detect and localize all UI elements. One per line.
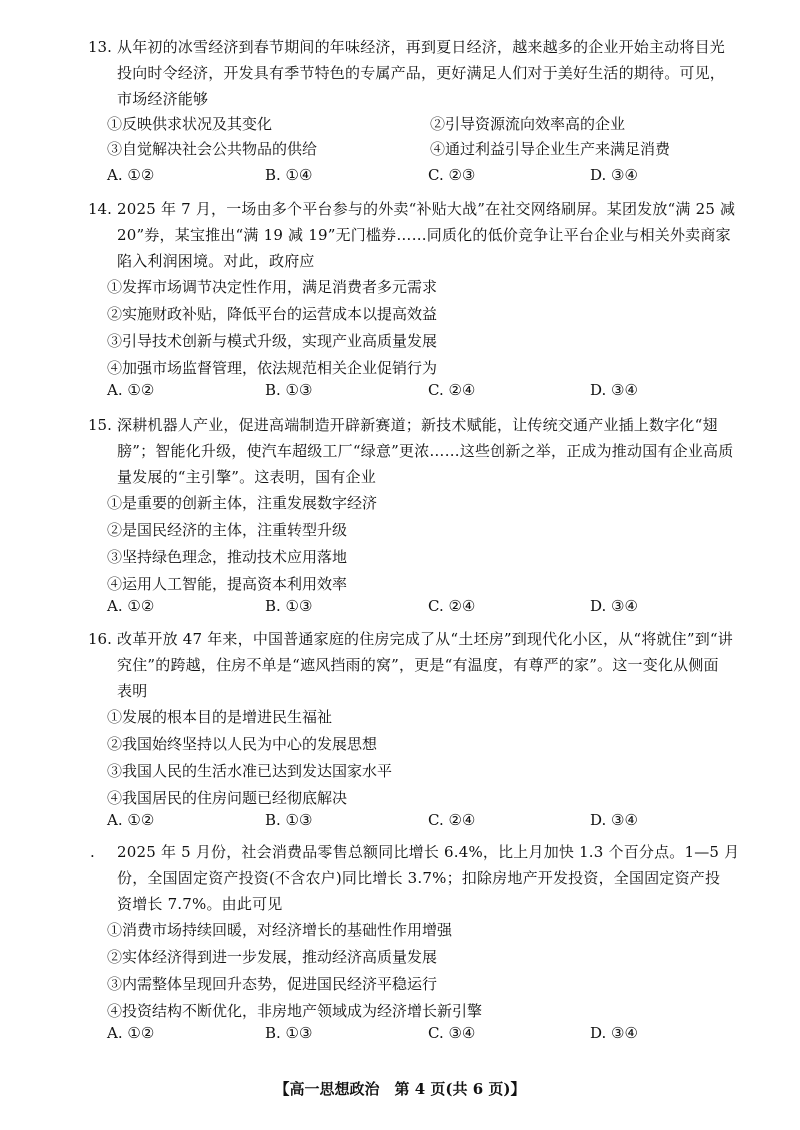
answer-choice-c[interactable]: C. ②④ — [428, 811, 476, 829]
answer-choice-a[interactable]: A. ①② — [107, 381, 155, 399]
statement-option: ④运用人工智能，提高资本利用效率 — [107, 575, 348, 593]
question-stem-line: 量发展的“主引擎”。这表明，国有企业 — [117, 468, 376, 486]
answer-choice-c[interactable]: C. ③④ — [428, 1024, 476, 1042]
question-number: . — [90, 843, 95, 861]
question-stem-line: 份，全国固定资产投资(不含农户)同比增长 3.7%；扣除房地产开发投资，全国固定资产投 — [117, 869, 721, 887]
question-number: 15. — [88, 416, 112, 434]
question-stem-line: 深耕机器人产业，促进高端制造开辟新赛道；新技术赋能，让传统交通产业插上数字化“翅 — [117, 416, 718, 434]
statement-option: ②实体经济得到进一步发展，推动经济高质量发展 — [107, 948, 438, 966]
question-stem-line: 市场经济能够 — [117, 90, 209, 108]
statement-option: ①发挥市场调节决定性作用，满足消费者多元需求 — [107, 278, 438, 296]
answer-choice-a[interactable]: A. ①② — [107, 597, 155, 615]
answer-choice-c[interactable]: C. ②④ — [428, 597, 476, 615]
statement-option: ③自觉解决社会公共物品的供给 — [107, 140, 318, 158]
answer-choice-d[interactable]: D. ③④ — [590, 1024, 638, 1042]
question-stem-line: 膀”；智能化升级，使汽车超级工厂“绿意”更浓……这些创新之举，正成为推动国有企业高质 — [117, 442, 734, 460]
question-stem-line: 资增长 7.7%。由此可见 — [117, 895, 283, 913]
answer-choice-b[interactable]: B. ①③ — [265, 811, 313, 829]
answer-choice-a[interactable]: A. ①② — [107, 166, 155, 184]
statement-option: ④我国居民的住房问题已经彻底解决 — [107, 789, 348, 807]
question-stem-line: 2025 年 5 月份，社会消费品零售总额同比增长 6.4%，比上月加快 1.3 个百分点。1—5 月 — [117, 843, 740, 861]
statement-option: ②我国始终坚持以人民为中心的发展思想 — [107, 735, 378, 753]
answer-choice-b[interactable]: B. ①③ — [265, 381, 313, 399]
answer-choice-b[interactable]: B. ①④ — [265, 166, 313, 184]
answer-choice-d[interactable]: D. ③④ — [590, 597, 638, 615]
question-stem-line: 表明 — [117, 682, 148, 700]
question-number: 16. — [88, 630, 112, 648]
question-stem-line: 投向时令经济，开发具有季节特色的专属产品，更好满足人们对于美好生活的期待。可见， — [117, 64, 726, 82]
statement-option: ③引导技术创新与模式升级，实现产业高质量发展 — [107, 332, 438, 350]
answer-choice-c[interactable]: C. ②④ — [428, 381, 476, 399]
statement-option: ③内需整体呈现回升态势，促进国民经济平稳运行 — [107, 975, 438, 993]
statement-option: ④加强市场监督管理，依法规范相关企业促销行为 — [107, 359, 438, 377]
statement-option: ④通过利益引导企业生产来满足消费 — [430, 140, 671, 158]
question-number: 14. — [88, 200, 112, 218]
question-number: 13. — [88, 38, 112, 56]
question-stem-line: 从年初的冰雪经济到春节期间的年味经济，再到夏日经济，越来越多的企业开始主动将目光 — [117, 38, 726, 56]
answer-choice-b[interactable]: B. ①③ — [265, 597, 313, 615]
answer-choice-d[interactable]: D. ③④ — [590, 166, 638, 184]
statement-option: ③我国人民的生活水准已达到发达国家水平 — [107, 762, 393, 780]
statement-option: ①消费市场持续回暖，对经济增长的基础性作用增强 — [107, 921, 453, 939]
statement-option: ②是国民经济的主体，注重转型升级 — [107, 521, 348, 539]
page-footer: 【高一思想政治 第 4 页(共 6 页)】 — [274, 1080, 526, 1098]
question-stem-line: 究住”的跨越，住房不单是“遮风挡雨的窝”，更是“有温度，有尊严的家”。这一变化从侧面 — [117, 656, 719, 674]
answer-choice-d[interactable]: D. ③④ — [590, 381, 638, 399]
statement-option: ②引导资源流向效率高的企业 — [430, 115, 626, 133]
answer-choice-b[interactable]: B. ①③ — [265, 1024, 313, 1042]
statement-option: ①反映供求状况及其变化 — [107, 115, 273, 133]
answer-choice-a[interactable]: A. ①② — [107, 1024, 155, 1042]
question-stem-line: 2025 年 7 月，一场由多个平台参与的外卖“补贴大战”在社交网络刷屏。某团发放“满 25 减 — [117, 200, 736, 218]
statement-option: ①发展的根本目的是增进民生福祉 — [107, 708, 333, 726]
question-stem-line: 20”券，某宝推出“满 19 减 19”无门槛券……同质化的低价竞争让平台企业与相关外卖商家 — [117, 226, 731, 244]
answer-choice-a[interactable]: A. ①② — [107, 811, 155, 829]
question-stem-line: 改革开放 47 年来，中国普通家庭的住房完成了从“土坯房”到现代化小区，从“将就住”到“讲 — [117, 630, 733, 648]
answer-choice-d[interactable]: D. ③④ — [590, 811, 638, 829]
question-stem-line: 陷入利润困境。对此，政府应 — [117, 252, 315, 270]
statement-option: ④投资结构不断优化，非房地产领域成为经济增长新引擎 — [107, 1002, 483, 1020]
answer-choice-c[interactable]: C. ②③ — [428, 166, 476, 184]
statement-option: ②实施财政补贴，降低平台的运营成本以提高效益 — [107, 305, 438, 323]
statement-option: ①是重要的创新主体，注重发展数字经济 — [107, 494, 378, 512]
statement-option: ③坚持绿色理念，推动技术应用落地 — [107, 548, 348, 566]
